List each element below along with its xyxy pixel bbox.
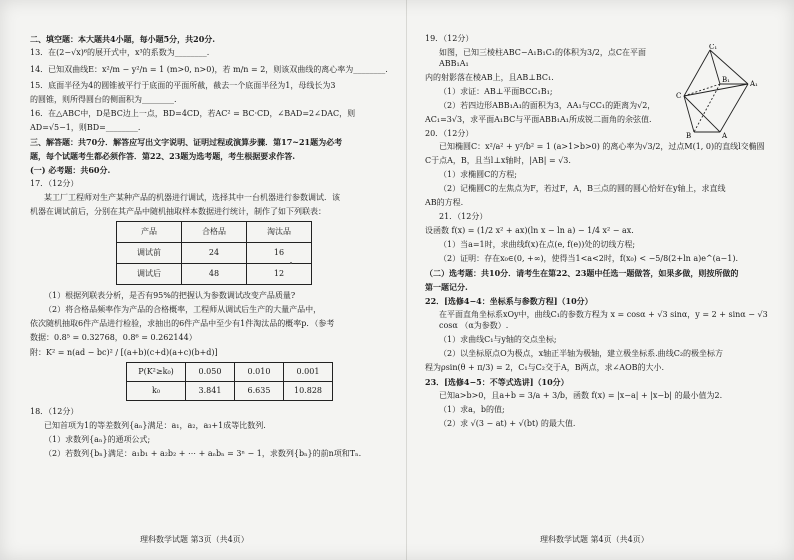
question-17-part2-line2: 依次随机抽取6件产品进行检验，求抽出的6件产品中至少有1件淘汰品的概率p．（参考 [30,318,335,328]
table-cell: 0.010 [235,363,284,382]
table-cell: 调试前 [117,243,182,264]
label-b1: B₁ [722,76,730,84]
table-cell: 24 [182,243,247,264]
question-20-part1: （1）求椭圆C的方程; [439,170,517,180]
table-header-cell: 合格品 [182,222,247,243]
table-header-cell: 淘汰品 [247,222,312,243]
question-18-part1: （1）求数列{aₙ}的通项公式; [44,435,151,445]
label-c1: C₁ [709,44,718,51]
question-22-title: 22．[选修4−4：坐标系与参数方程]（10分） [425,296,593,307]
question-22-part2-line1: （2）以坐标原点O为极点，x轴正半轴为极轴，建立极坐标系.曲线C₂的极坐标方 [439,348,724,358]
contingency-table [116,221,312,285]
question-14: 14．已知双曲线E：x²/m − y²/n = 1 (m>0, n>0)，若 m/n = 2，则该双曲线的离心率为________. [30,64,388,74]
table-row [127,363,333,382]
table-cell: 10.828 [284,382,333,401]
table-row [117,264,312,285]
question-19-title: 19．（12分） [425,34,474,43]
question-19-part2-line1: （2）若四边形ABB₁A₁的面积为3，AA₁与CC₁的距离为√2， [439,100,656,110]
table-row [127,382,333,401]
question-17-intro-line1: 某工厂工程师对生产某种产品的机器进行调试，选择其中一台机器进行参数调试．该 [44,193,340,203]
optional-section-heading-line2: 第一题记分. [425,282,468,293]
question-19-intro-line2: 内的射影落在棱AB上，且AB⊥BC₁. [425,72,554,82]
table-row [117,243,312,264]
question-23-title: 23．[选修4−5：不等式选讲]（10分） [425,376,569,387]
question-13: 13．在(2−√x)⁶的展开式中，x³的系数为________. [30,47,210,57]
table-header-cell: 产品 [117,222,182,243]
label-a: A [722,132,728,140]
question-23-part1: （1）求a，b的值; [439,404,505,414]
critical-value-table [126,362,333,401]
required-questions-heading: (一) 必考题：共60分. [30,165,111,176]
question-15-line2: 的圆锥，则所得圆台的侧面积为________. [30,95,177,105]
question-17-part2-line1: （2）将合格品频率作为产品的合格概率，工程师从调试后生产的大量产品中， [44,305,322,314]
question-20-part2-line1: （2）记椭圆C的左焦点为F，若过F，A，B三点的圆的圆心恰好在y轴上，求直线 [439,184,726,194]
table-cell: 0.050 [186,363,235,382]
chi-square-formula: 附：K² = n(ad − bc)² / [(a+b)(c+d)(a+c)(b+d)] [30,347,218,357]
table-cell: 16 [247,243,312,264]
question-16-line2: AD=√5−1，则BD=________. [30,123,141,133]
section-fill-blank-heading: 二、填空题：本大题共4小题，每小题5分，共20分. [30,34,216,44]
question-23-part2: （2）求 √(3 − at) + √(bt) 的最大值. [439,418,576,428]
question-22-part1: （1）求曲线C₁与y轴的交点坐标; [439,334,557,344]
label-b: B [686,132,692,140]
question-20-intro-line1: 已知椭圆C：x²/a² + y²/b² = 1 (a>1>b>0) 的离心率为√3/2，过点M(1, 0)的直线l交椭圆 [439,142,765,152]
question-21-intro: 设函数 f(x) = (1/2 x² + ax)(ln x − ln a) − 1/4 x² − ax. [425,226,634,236]
question-21-title: 21．（12分） [439,212,488,222]
question-21-part2: （2）证明：存在x₀∈(0, +∞)，使得当1<a<2时，f(x₀) < −5/8(2+ln a)e^(a−1). [439,254,739,264]
question-18-title: 18．（12分） [30,407,79,417]
question-23-intro: 已知a>b>0，且a+b = 3/a + 3/b，函数 f(x) = |x−a| + |x−b| 的最小值为2. [439,390,723,400]
table-cell: P(K²≥k₀) [127,363,186,382]
page-fold [406,0,407,560]
question-19-part2-line2: AC₁=3√3，求平面A₁BC与平面ABB₁A₁所成锐二面角的余弦值. [425,114,652,124]
table-cell: 3.841 [186,382,235,401]
question-17-intro-line2: 机器在调试前后，分别在其产品中随机抽取样本数据进行统计，制作了如下列联表： [30,207,326,217]
optional-section-heading-line1: （二）选考题：共10分．请考生在第22、23题中任选一题做答，如果多做，则按所做的 [425,268,739,279]
question-22-part2-line2: 程为ρsin(θ + π/3) = 2，C₁与C₂交于A，B两点，求∠AOB的大小. [425,362,665,372]
scan-speck [290,262,292,264]
question-20-part2-line2: AB的方程. [425,198,464,208]
table-cell: 12 [247,264,312,285]
left-page [30,34,392,463]
table-cell: 48 [182,264,247,285]
table-cell: k₀ [127,382,186,401]
label-a1: A₁ [750,80,758,88]
table-cell: 0.001 [284,363,333,382]
question-20-title: 20．（12分） [425,128,474,138]
question-20-intro-line2: C于点A，B，且当l⊥x轴时，|AB| = √3. [425,156,571,166]
section-solve-heading-line1: 三、解答题：共70分．解答应写出文字说明、证明过程或演算步骤．第17~21题为必考 [30,137,343,148]
question-15-line1: 15．底面半径为4的圆锥被平行于底面的平面所截，截去一个底面半径为1，母线长为3 [30,81,336,91]
question-19-part1: （1）求证：AB⊥平面BCC₁B₁; [439,86,553,96]
label-c: C [676,92,682,100]
section-solve-heading-line2: 题，每个试题考生都必须作答．第22、23题为选考题，考生根据要求作答. [30,151,296,162]
question-17-part1: （1）根据列联表分析，是否有95%的把握认为参数调试改变产品质量? [44,291,296,301]
question-16-line1: 16．在△ABC中，D是BC边上一点，BD=4CD，若AC² = BC·CD，∠BAD=2∠DAC，则 [30,109,356,119]
question-17-part2-line3: 数据：0.8⁵ = 0.32768，0.8⁶ = 0.262144） [30,332,197,342]
question-22-intro: 在平面直角坐标系xOy中，曲线C₁的参数方程为 x = cosα + √3 sinα，y = 2 + sinα − √3 cosα （α为参数）. [439,310,768,330]
table-header-row [117,222,312,243]
question-17-title: 17．（12分） [30,179,79,189]
left-page-footer: 理科数学试题 第3页（共4页） [140,535,249,544]
question-21-part1: （1）当a=1时，求曲线f(x)在点(e, f(e))处的切线方程; [439,240,636,250]
table-cell: 6.635 [235,382,284,401]
question-19-intro-line1: 如图，已知三棱柱ABC−A₁B₁C₁的体积为3/2，点C在平面ABB₁A₁ [439,47,647,68]
prism-figure [664,44,760,140]
right-page-footer: 理科数学试题 第4页（共4页） [540,535,649,544]
question-18-part2: （2）若数列{bₙ}满足：a₁b₁ + a₂b₂ + ⋯ + aₙbₙ = 3ⁿ − 1，求数列{bₙ}的前n项和Tₙ. [44,449,362,459]
table-cell: 调试后 [117,264,182,285]
question-18-intro: 已知首项为1的等差数列{aₙ}满足：a₁，a₂，a₃+1成等比数列. [44,421,266,431]
